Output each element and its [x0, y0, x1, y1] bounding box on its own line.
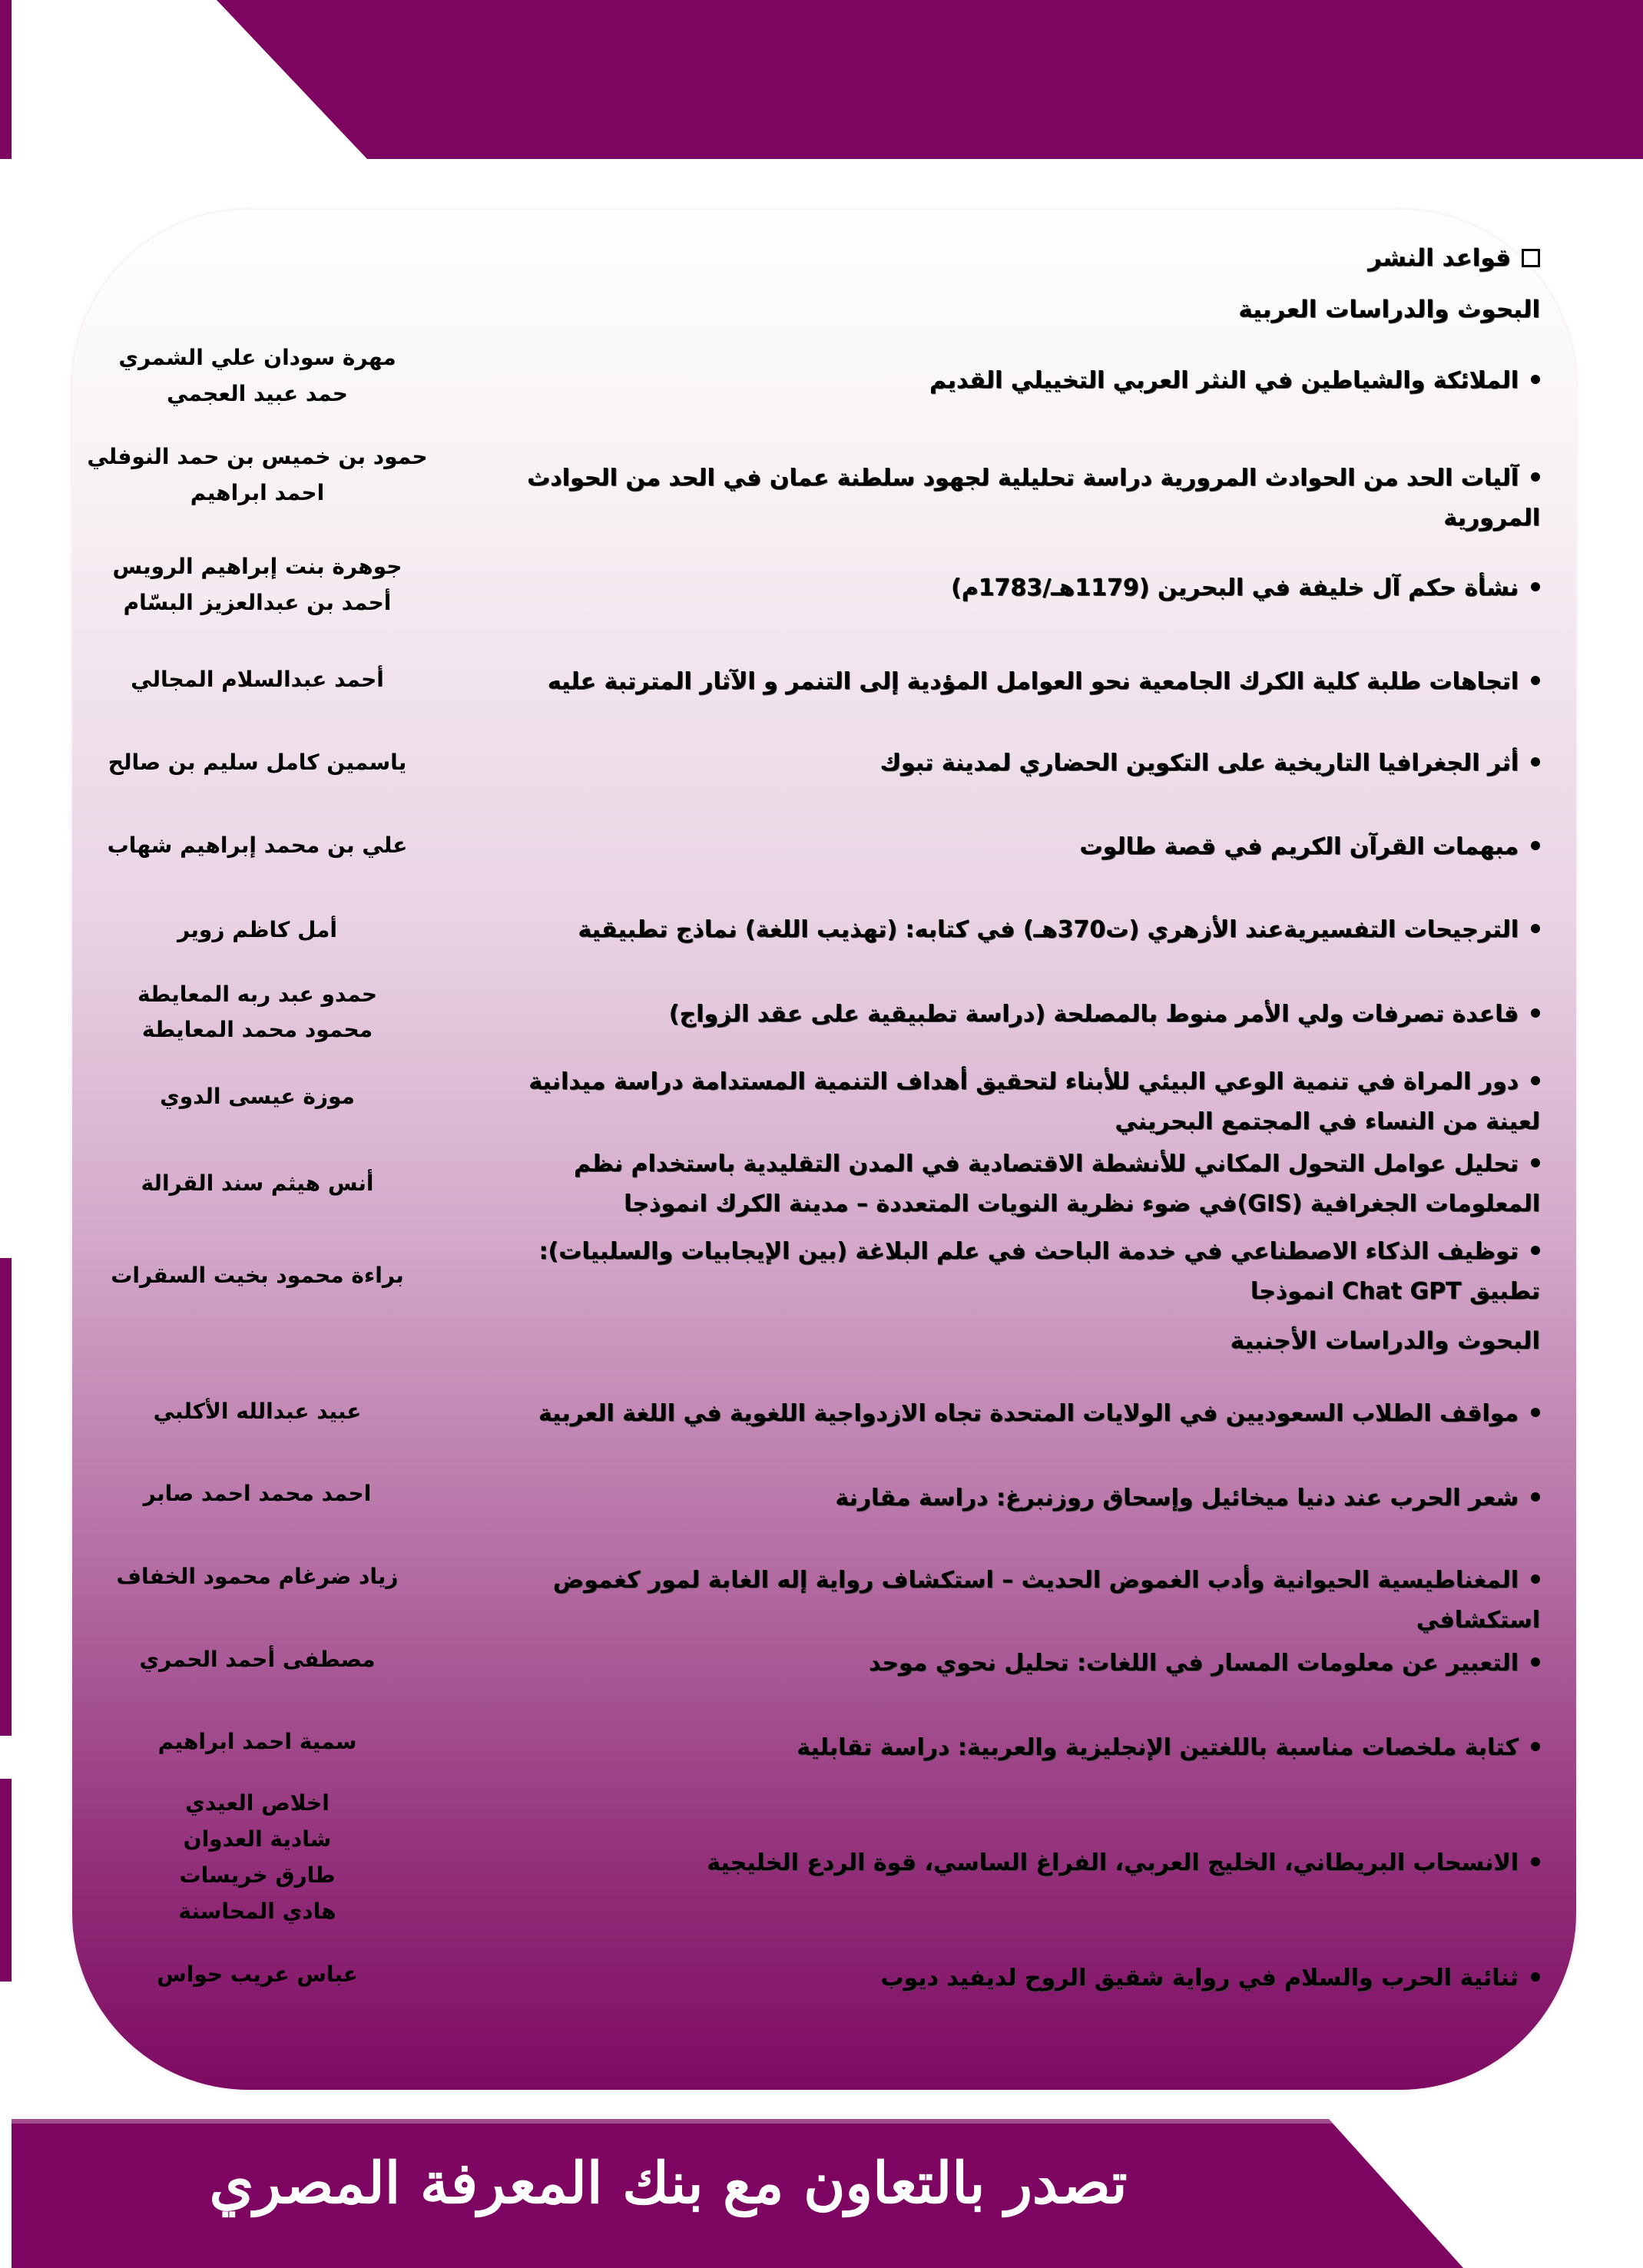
bullet-icon — [1531, 1158, 1540, 1167]
author-name: أمل كاظم زوير — [177, 917, 337, 942]
author-name: حمد عبيد العجمي — [167, 381, 348, 406]
left-strip-top — [0, 0, 12, 159]
bullet-icon — [1531, 1574, 1540, 1584]
author-name: محمود محمد المعايطة — [141, 1017, 373, 1042]
author-name: براءة محمود بخيت السقرات — [111, 1263, 404, 1288]
bullet-icon — [1531, 676, 1540, 685]
author-name: هادي المحاسنة — [178, 1899, 336, 1924]
list-item — [480, 1644, 1540, 1684]
research-title: مواقف الطلاب السعوديين في الولايات المتحدة تجاه الازدواجية اللغوية في اللغة العربية — [538, 1400, 1519, 1427]
author-name: جوهرة بنت إبراهيم الرويس — [112, 554, 402, 579]
author-name: مصطفى أحمد الحمري — [139, 1647, 376, 1672]
list-item — [480, 995, 1540, 1035]
section-title-text: قواعد النشر — [1368, 244, 1511, 272]
section-title — [1368, 244, 1540, 272]
list-item — [480, 1478, 1540, 1518]
list-item — [480, 1232, 1540, 1312]
list-item — [480, 662, 1540, 702]
left-strip-middle — [0, 1258, 12, 1736]
research-title: توظيف الذكاء الاصطناعي في خدمة الباحث في علم البلاغة (بين الإيجابيات والسلبيات): تطبيق Chat GPT انموذجا — [538, 1238, 1540, 1305]
author-name: أنس هيثم سند القرالة — [141, 1170, 374, 1196]
author-name: زياد ضرغام محمود الخفاف — [116, 1564, 399, 1589]
list-item — [480, 361, 1540, 401]
research-title: التعبير عن معلومات المسار في اللغات: تحليل نحوي موحد — [868, 1650, 1519, 1677]
author-name: شادية العدوان — [183, 1826, 332, 1852]
research-title: اتجاهات طلبة كلية الكرك الجامعية نحو العوامل المؤدية إلى التنمر و الآثار المترتبة عليه — [547, 668, 1519, 695]
list-item — [480, 1394, 1540, 1434]
bullet-icon — [1531, 1008, 1540, 1018]
author-name: مهرة سودان علي الشمري — [118, 345, 396, 370]
research-title: كتابة ملخصات مناسبة باللغتين الإنجليزية والعربية: دراسة تقابلية — [797, 1734, 1519, 1761]
arabic-section-heading: البحوث والدراسات العربية — [1238, 296, 1540, 323]
author-name: سمية احمد ابراهيم — [157, 1729, 357, 1754]
bullet-icon — [1531, 582, 1540, 591]
bullet-icon — [1531, 841, 1540, 850]
bullet-icon — [1531, 1076, 1540, 1085]
author-name: احمد ابراهيم — [190, 480, 325, 505]
author-name: أحمد بن عبدالعزيز البسّام — [123, 590, 392, 615]
bullet-icon — [1531, 924, 1540, 933]
bullet-icon — [1531, 1246, 1540, 1255]
research-title: الترجيحات التفسيريةعند الأزهري (ت370هـ) في كتابه: (تهذيب اللغة) نماذج تطبيقية — [578, 916, 1519, 943]
author-name: ياسمين كامل سليم بن صالح — [108, 750, 407, 775]
bullet-icon — [1531, 1857, 1540, 1866]
research-title: قاعدة تصرفات ولي الأمر منوط بالمصلحة (دراسة تطبيقية على عقد الزواج) — [668, 1001, 1519, 1028]
author-name: طارق خريسات — [179, 1862, 336, 1888]
list-item — [480, 1561, 1540, 1641]
list-item — [480, 1958, 1540, 1998]
left-strip-lower — [0, 1779, 12, 1982]
research-title: نشأة حكم آل خليفة في البحرين (1179هـ/1783م) — [950, 574, 1519, 601]
author-name: موزة عيسى الدوي — [160, 1084, 355, 1109]
author-name: علي بن محمد إبراهيم شهاب — [107, 833, 408, 858]
author-name: احمد محمد احمد صابر — [143, 1481, 372, 1506]
top-banner — [0, 0, 1643, 159]
footer-text: تصدر بالتعاون مع بنك المعرفة المصري — [209, 2150, 1128, 2217]
bullet-icon — [1531, 375, 1540, 384]
bullet-icon — [1531, 1657, 1540, 1667]
list-item — [480, 568, 1540, 608]
foreign-section-heading: البحوث والدراسات الأجنبية — [1230, 1327, 1540, 1355]
research-title: المغناطيسية الحيوانية وأدب الغموض الحديث – استكشاف رواية إله الغابة لمور كغموض استكشافي — [552, 1567, 1540, 1634]
research-title: آليات الحد من الحوادث المرورية دراسة تحليلية لجهود سلطنة عمان في الحد من الحوادث المرورية — [527, 465, 1540, 531]
author-name: عبيد عبدالله الأكلبي — [153, 1399, 362, 1424]
bullet-icon — [1531, 757, 1540, 766]
bullet-icon — [1531, 1742, 1540, 1751]
research-title: الانسحاب البريطاني، الخليج العربي، الفراغ الساسي، قوة الردع الخليجية — [707, 1849, 1519, 1876]
list-item — [480, 1062, 1540, 1142]
bullet-icon — [1531, 1972, 1540, 1982]
list-item — [480, 743, 1540, 783]
list-item — [480, 910, 1540, 950]
author-name: عباس عريب حواس — [157, 1962, 358, 1987]
research-title: تحليل عوامل التحول المكاني للأنشطة الاقتصادية في المدن التقليدية باستخدام نظم المعلومات الجغرافية (GIS)في ضوء نظرية النويات المتعددة – مدينة الكرك انموذجا — [574, 1151, 1540, 1217]
research-title: دور المراة في تنمية الوعي البيئي للأبناء لتحقيق أهداف التنمية المستدامة دراسة ميدانية لعينة من النساء في المجتمع البحريني — [528, 1068, 1540, 1135]
research-title: شعر الحرب عند دنيا ميخائيل وإسحاق روزنبرغ: دراسة مقارنة — [835, 1485, 1519, 1511]
author-name: حمود بن خميس بن حمد النوفلي — [87, 444, 428, 469]
bullet-icon — [1531, 472, 1540, 482]
research-title: الملائكة والشياطين في النثر العربي التخييلي القديم — [929, 367, 1519, 394]
list-item — [480, 1728, 1540, 1768]
author-name: حمدو عبد ربه المعايطة — [137, 982, 378, 1007]
research-title: مبهمات القرآن الكريم في قصة طالوت — [1079, 833, 1519, 860]
list-item — [480, 459, 1540, 538]
bullet-icon — [1531, 1408, 1540, 1417]
author-name: أحمد عبدالسلام المجالي — [131, 667, 384, 692]
author-name: اخلاص العيدي — [185, 1790, 330, 1816]
list-item — [480, 1843, 1540, 1883]
research-title: ثنائية الحرب والسلام في رواية شقيق الروح لديفيد ديوب — [880, 1965, 1519, 1992]
research-title: أثر الجغرافيا التاريخية على التكوين الحضاري لمدينة تبوك — [879, 750, 1519, 776]
list-item — [480, 1144, 1540, 1224]
checkbox-square-icon — [1522, 249, 1540, 267]
list-item — [480, 827, 1540, 867]
bullet-icon — [1531, 1492, 1540, 1502]
